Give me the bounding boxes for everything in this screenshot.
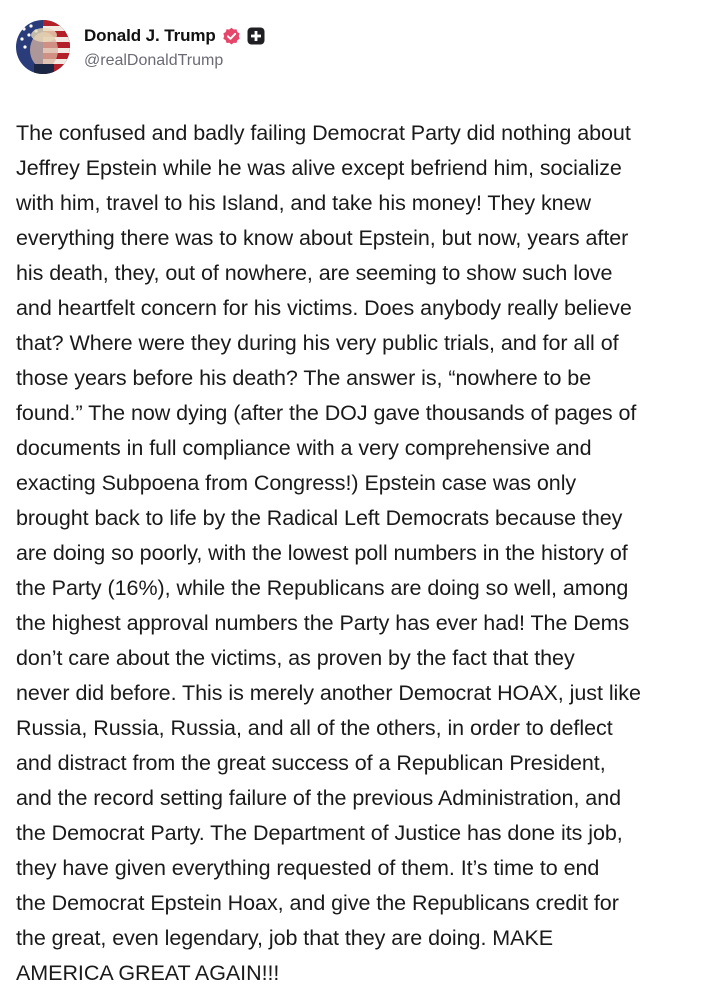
- post-line: never did before. This is merely another Democrat HOAX, just like: [16, 681, 641, 705]
- post-line: the highest approval numbers the Party has ever had! The Dems: [16, 611, 630, 635]
- author-identity: [84, 24, 265, 70]
- post-line: AMERICA GREAT AGAIN!!!: [16, 961, 280, 985]
- post-line: The confused and badly failing Democrat Party did nothing about: [16, 121, 631, 145]
- post-line: the great, even legendary, job that they are doing. MAKE: [16, 926, 554, 950]
- post-line: with him, travel to his Island, and take his money! They knew: [16, 191, 591, 215]
- post-line: and heartfelt concern for his victims. Does anybody really believe: [16, 296, 632, 320]
- author-handle[interactable]: @realDonaldTrump: [84, 52, 224, 69]
- post-line: don’t care about the victims, as proven by the fact that they: [16, 646, 575, 670]
- post-line: exacting Subpoena from Congress!) Epstein case was only: [16, 471, 577, 495]
- post-line: are doing so poorly, with the lowest poll numbers in the history of: [16, 541, 628, 565]
- post-line: the Party (16%), while the Republicans are doing so well, among: [16, 576, 629, 600]
- post-line: and the record setting failure of the previous Administration, and: [16, 786, 622, 810]
- post-line: that? Where were they during his very public trials, and for all of: [16, 331, 619, 355]
- post-line: the Democrat Epstein Hoax, and give the Republicans credit for: [16, 891, 619, 915]
- post-line: Russia, Russia, Russia, and all of the others, in order to deflect: [16, 716, 613, 740]
- verified-badge-icon: [222, 27, 241, 46]
- post-line: Jeffrey Epstein while he was alive except befriend him, socialize: [16, 156, 622, 180]
- author-display-name[interactable]: Donald J. Trump: [84, 26, 216, 45]
- plus-badge-icon: [247, 27, 265, 45]
- post-line: they have given everything requested of them. It’s time to end: [16, 856, 600, 880]
- post-body: [16, 116, 716, 991]
- avatar-flag-portrait-icon: [16, 20, 70, 74]
- post-line: everything there was to know about Epstein, but now, years after: [16, 226, 629, 250]
- post-line: the Democrat Party. The Department of Justice has done its job,: [16, 821, 623, 845]
- post-line: found.” The now dying (after the DOJ gave thousands of pages of: [16, 401, 637, 425]
- post-line: brought back to life by the Radical Left Democrats because they: [16, 506, 623, 530]
- avatar[interactable]: [16, 20, 70, 74]
- post-line: and distract from the great success of a Republican President,: [16, 751, 606, 775]
- post-line: documents in full compliance with a very comprehensive and: [16, 436, 592, 460]
- post-line: his death, they, out of nowhere, are seeming to show such love: [16, 261, 613, 285]
- name-row: [84, 24, 265, 48]
- post-header: [16, 18, 716, 76]
- post-line: those years before his death? The answer is, “nowhere to be: [16, 366, 592, 390]
